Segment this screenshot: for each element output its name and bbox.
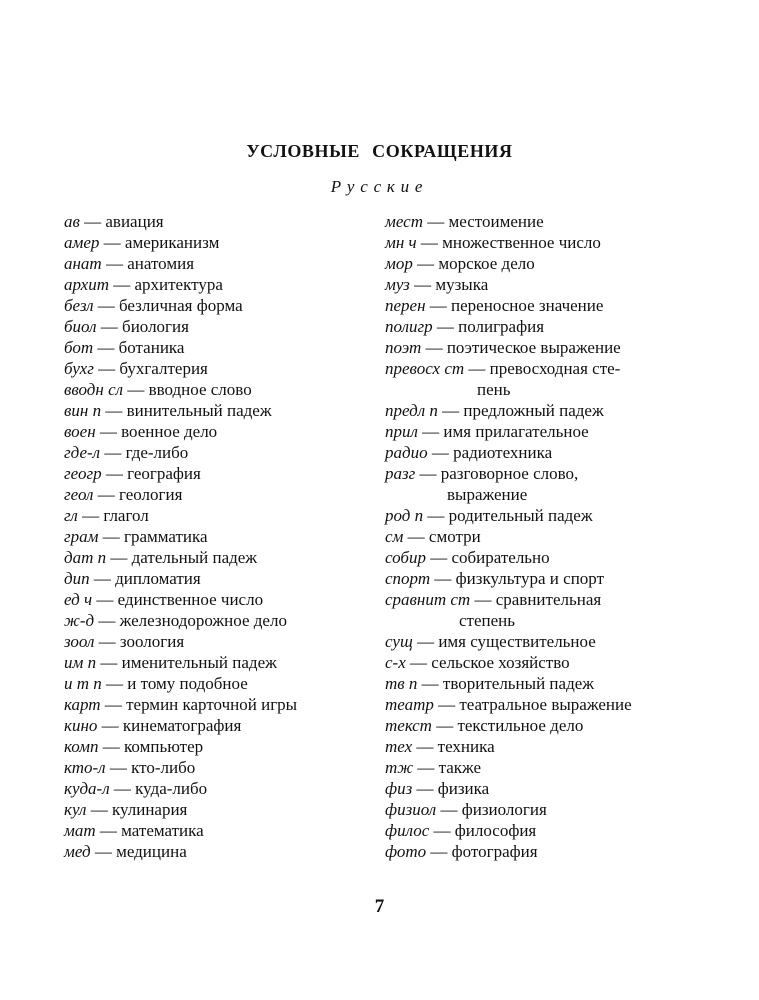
abbr-term: ед ч [64, 590, 93, 609]
abbr-meaning: геология [118, 485, 183, 504]
abbr-meaning: математика [121, 821, 204, 840]
abbr-meaning: творительный падеж [442, 674, 595, 693]
abbr-term: амер [64, 233, 100, 252]
abbreviation-entry: театр — театральное выражение [385, 695, 632, 714]
abbreviation-entry: амер — американизм [64, 233, 220, 252]
abbreviation-entry: см — смотри [385, 527, 481, 546]
abbr-term: архит [64, 275, 109, 294]
abbreviation-entry: кино — кинематография [64, 716, 242, 735]
abbr-meaning: медицина [116, 842, 187, 861]
abbreviation-entry: дип — дипломатия [64, 569, 201, 588]
abbr-meaning: американизм [124, 233, 220, 252]
abbr-term: зоол [64, 632, 95, 651]
abbr-term: вводн сл [64, 380, 124, 399]
abbr-meaning: кулинария [111, 800, 188, 819]
abbr-term: муз [385, 275, 410, 294]
abbr-meaning-continuation: степень [459, 611, 516, 630]
abbr-term: где-л [64, 443, 101, 462]
abbr-term: мор [385, 254, 413, 273]
abbr-meaning: куда-либо [135, 779, 208, 798]
abbr-meaning: география [127, 464, 201, 483]
abbr-meaning: безличная форма [119, 296, 243, 315]
abbr-term: разг [385, 464, 416, 483]
abbr-meaning: архитектура [134, 275, 223, 294]
abbr-term: физ [385, 779, 413, 798]
abbreviation-entry: физ — физика [385, 779, 490, 798]
abbreviation-entry: род п — родительный падеж [385, 506, 593, 525]
abbr-term: ав [64, 212, 80, 231]
abbreviation-entry: спорт — физкультура и спорт [385, 569, 604, 588]
abbr-meaning: именительный падеж [121, 653, 277, 672]
abbr-meaning: также [438, 758, 482, 777]
abbreviation-entry: муз — музыка [385, 275, 489, 294]
abbr-term: тж [385, 758, 414, 777]
abbr-term: театр [385, 695, 434, 714]
abbreviation-entry: текст — текстильное дело [385, 716, 584, 735]
abbreviation-entry: собир — собирательно [385, 548, 550, 567]
abbr-meaning: текстильное дело [457, 716, 584, 735]
abbreviation-entry: биол — биология [64, 317, 189, 336]
abbr-term: прил [385, 422, 418, 441]
abbr-meaning: термин карточной игры [126, 695, 298, 714]
abbr-term: сравнит ст [385, 590, 471, 609]
abbreviation-entry: бот — ботаника [64, 338, 185, 357]
abbr-meaning: родительный падеж [448, 506, 593, 525]
abbreviation-entry: поэт — поэтическое выражение [385, 338, 621, 357]
abbr-term: собир [385, 548, 426, 567]
abbreviation-entry: геол — геология [64, 485, 183, 504]
abbr-term: кино [64, 716, 98, 735]
page-title: УСЛОВНЫЕ СОКРАЩЕНИЯ [246, 141, 513, 161]
abbr-term: мн ч [385, 233, 417, 252]
abbreviation-entry: вин п — винительный падеж [64, 401, 272, 420]
abbr-term: комп [64, 737, 99, 756]
abbreviation-entry: превосх ст — превосходная сте- [385, 359, 621, 378]
abbreviations-columns [64, 211, 723, 862]
abbr-term: и т п [64, 674, 102, 693]
abbreviation-entry: мед — медицина [64, 842, 187, 861]
abbr-term: гл [64, 506, 78, 525]
abbr-meaning: кинематография [122, 716, 242, 735]
abbr-meaning: военное дело [121, 422, 218, 441]
abbr-meaning: физика [437, 779, 490, 798]
abbr-meaning: физиология [461, 800, 547, 819]
abbreviation-entry: перен — переносное значение [385, 296, 604, 315]
abbr-meaning: дипломатия [115, 569, 201, 588]
abbreviation-entry: ж-д — железнодорожное дело [64, 611, 287, 630]
abbreviation-entry: радио — радиотехника [385, 443, 553, 462]
abbr-meaning-continuation: выражение [447, 485, 528, 504]
abbr-meaning: и тому подобное [127, 674, 248, 693]
abbr-meaning: анатомия [127, 254, 195, 273]
abbr-term: воен [64, 422, 96, 441]
abbreviation-entry: ед ч — единственное число [64, 590, 264, 609]
abbr-term: кул [64, 800, 87, 819]
abbr-term: полигр [385, 317, 433, 336]
abbr-meaning: биология [122, 317, 189, 336]
abbr-term: тех [385, 737, 413, 756]
abbr-term: вин п [64, 401, 102, 420]
abbreviation-entry: кул — кулинария [64, 800, 188, 819]
abbr-term: бухг [64, 359, 94, 378]
abbr-meaning-continuation: пень [477, 380, 511, 399]
abbreviation-entry: архит — архитектура [64, 275, 223, 294]
abbr-meaning: фотография [451, 842, 538, 861]
abbr-term: мест [385, 212, 423, 231]
abbreviation-entry: зоол — зоология [64, 632, 185, 651]
abbr-term: биол [64, 317, 97, 336]
right-column [385, 211, 723, 862]
abbr-term: им п [64, 653, 97, 672]
abbr-term: с-х [385, 653, 406, 672]
abbreviation-entry: полигр — полиграфия [385, 317, 545, 336]
abbreviation-entry: мат — математика [64, 821, 204, 840]
abbr-meaning: имя прилагательное [443, 422, 589, 441]
abbr-meaning: кто-либо [131, 758, 196, 777]
abbr-meaning: имя существительное [438, 632, 596, 651]
abbr-term: фото [385, 842, 427, 861]
abbr-meaning: бухгалтерия [119, 359, 208, 378]
abbr-meaning: разговорное слово, [440, 464, 579, 483]
abbr-meaning: собирательно [451, 548, 550, 567]
abbr-meaning: поэтическое выражение [446, 338, 621, 357]
page-subtitle: Русские [330, 177, 429, 196]
abbreviation-entry: сравнит ст — сравнительная [385, 590, 602, 609]
left-column [64, 211, 385, 862]
abbr-meaning: переносное значение [451, 296, 604, 315]
abbr-meaning: предложный падеж [463, 401, 604, 420]
abbr-meaning: грамматика [123, 527, 208, 546]
abbr-term: перен [385, 296, 426, 315]
abbr-term: тв п [385, 674, 418, 693]
abbr-meaning: сравнительная [495, 590, 602, 609]
abbreviation-entry: комп — компьютер [64, 737, 204, 756]
abbr-term: превосх ст [385, 359, 465, 378]
abbr-meaning: философия [454, 821, 537, 840]
abbr-term: род п [385, 506, 424, 525]
abbreviation-entry: ав — авиация [64, 212, 164, 231]
abbreviation-entry: тех — техника [385, 737, 495, 756]
abbr-term: спорт [385, 569, 431, 588]
abbr-term: карт [64, 695, 101, 714]
abbreviation-entry: с-х — сельское хозяйство [385, 653, 570, 672]
abbr-term: предл п [385, 401, 438, 420]
abbr-term: геол [64, 485, 94, 504]
abbreviation-entry: тж — также [385, 758, 482, 777]
abbr-meaning: глагол [103, 506, 149, 525]
abbr-meaning: вводное слово [148, 380, 252, 399]
abbreviation-entry: гл — глагол [64, 506, 149, 525]
abbr-meaning: единственное число [117, 590, 264, 609]
abbreviation-entry: им п — именительный падеж [64, 653, 277, 672]
abbr-meaning: музыка [435, 275, 489, 294]
abbr-meaning: техника [437, 737, 495, 756]
abbr-term: анат [64, 254, 102, 273]
abbr-meaning: сельское хозяйство [431, 653, 570, 672]
abbreviation-entry: кто-л — кто-либо [64, 758, 196, 777]
abbr-meaning: зоология [119, 632, 185, 651]
abbreviation-entry: куда-л — куда-либо [64, 779, 208, 798]
abbreviation-entry: карт — термин карточной игры [64, 695, 298, 714]
abbr-term: текст [385, 716, 432, 735]
abbreviation-entry: разг — разговорное слово, [385, 464, 579, 483]
abbreviation-entry: бухг — бухгалтерия [64, 359, 208, 378]
abbr-meaning: компьютер [124, 737, 204, 756]
abbr-term: безл [64, 296, 94, 315]
page-number: 7 [374, 896, 385, 917]
abbr-term: бот [64, 338, 94, 357]
abbr-term: ж-д [64, 611, 95, 630]
abbr-meaning: физкультура и спорт [455, 569, 604, 588]
abbr-term: мат [64, 821, 96, 840]
abbr-meaning: где-либо [125, 443, 189, 462]
abbr-meaning: винительный падеж [126, 401, 272, 420]
abbr-meaning: ботаника [118, 338, 185, 357]
abbr-term: см [385, 527, 404, 546]
abbreviation-entry: мест — местоимение [385, 212, 544, 231]
abbreviation-entry: мор — морское дело [385, 254, 535, 273]
abbreviation-entry: где-л — где-либо [64, 443, 189, 462]
abbr-term: дат п [64, 548, 107, 567]
abbreviation-entry: сущ — имя существительное [385, 632, 596, 651]
abbreviation-entry: и т п — и тому подобное [64, 674, 248, 693]
abbreviation-entry: анат — анатомия [64, 254, 195, 273]
abbr-meaning: радиотехника [453, 443, 553, 462]
abbr-term: мед [64, 842, 91, 861]
abbr-meaning: смотри [428, 527, 481, 546]
abbr-term: радио [385, 443, 428, 462]
abbr-term: филос [385, 821, 430, 840]
abbr-meaning: превосходная сте- [489, 359, 621, 378]
abbr-meaning: авиация [105, 212, 164, 231]
abbr-term: кто-л [64, 758, 106, 777]
abbreviation-entry: тв п — творительный падеж [385, 674, 595, 693]
abbr-meaning: полиграфия [458, 317, 545, 336]
abbr-term: поэт [385, 338, 422, 357]
abbr-term: физиол [385, 800, 437, 819]
abbr-meaning: театральное выражение [459, 695, 632, 714]
abbr-meaning: местоимение [448, 212, 544, 231]
abbreviation-entry: мн ч — множественное число [385, 233, 601, 252]
abbr-meaning: железнодорожное дело [119, 611, 287, 630]
abbreviation-entry: вводн сл — вводное слово [64, 380, 252, 399]
abbr-term: дип [64, 569, 90, 588]
abbr-term: сущ [385, 632, 413, 651]
abbreviation-entry: прил — имя прилагательное [385, 422, 589, 441]
abbreviation-entry: грам — грамматика [64, 527, 208, 546]
abbr-term: куда-л [64, 779, 110, 798]
abbr-meaning: морское дело [438, 254, 535, 273]
abbreviation-entry: воен — военное дело [64, 422, 218, 441]
abbreviation-entry: геогр — география [64, 464, 201, 483]
abbreviation-entry: безл — безличная форма [64, 296, 243, 315]
abbreviation-entry: физиол — физиология [385, 800, 547, 819]
abbr-meaning: множественное число [442, 233, 601, 252]
abbr-term: грам [64, 527, 99, 546]
abbreviation-entry: предл п — предложный падеж [385, 401, 604, 420]
abbreviation-entry: дат п — дательный падеж [64, 548, 258, 567]
abbreviation-entry: филос — философия [385, 821, 537, 840]
abbreviation-entry: фото — фотография [385, 842, 538, 861]
abbr-meaning: дательный падеж [131, 548, 258, 567]
abbr-term: геогр [64, 464, 102, 483]
